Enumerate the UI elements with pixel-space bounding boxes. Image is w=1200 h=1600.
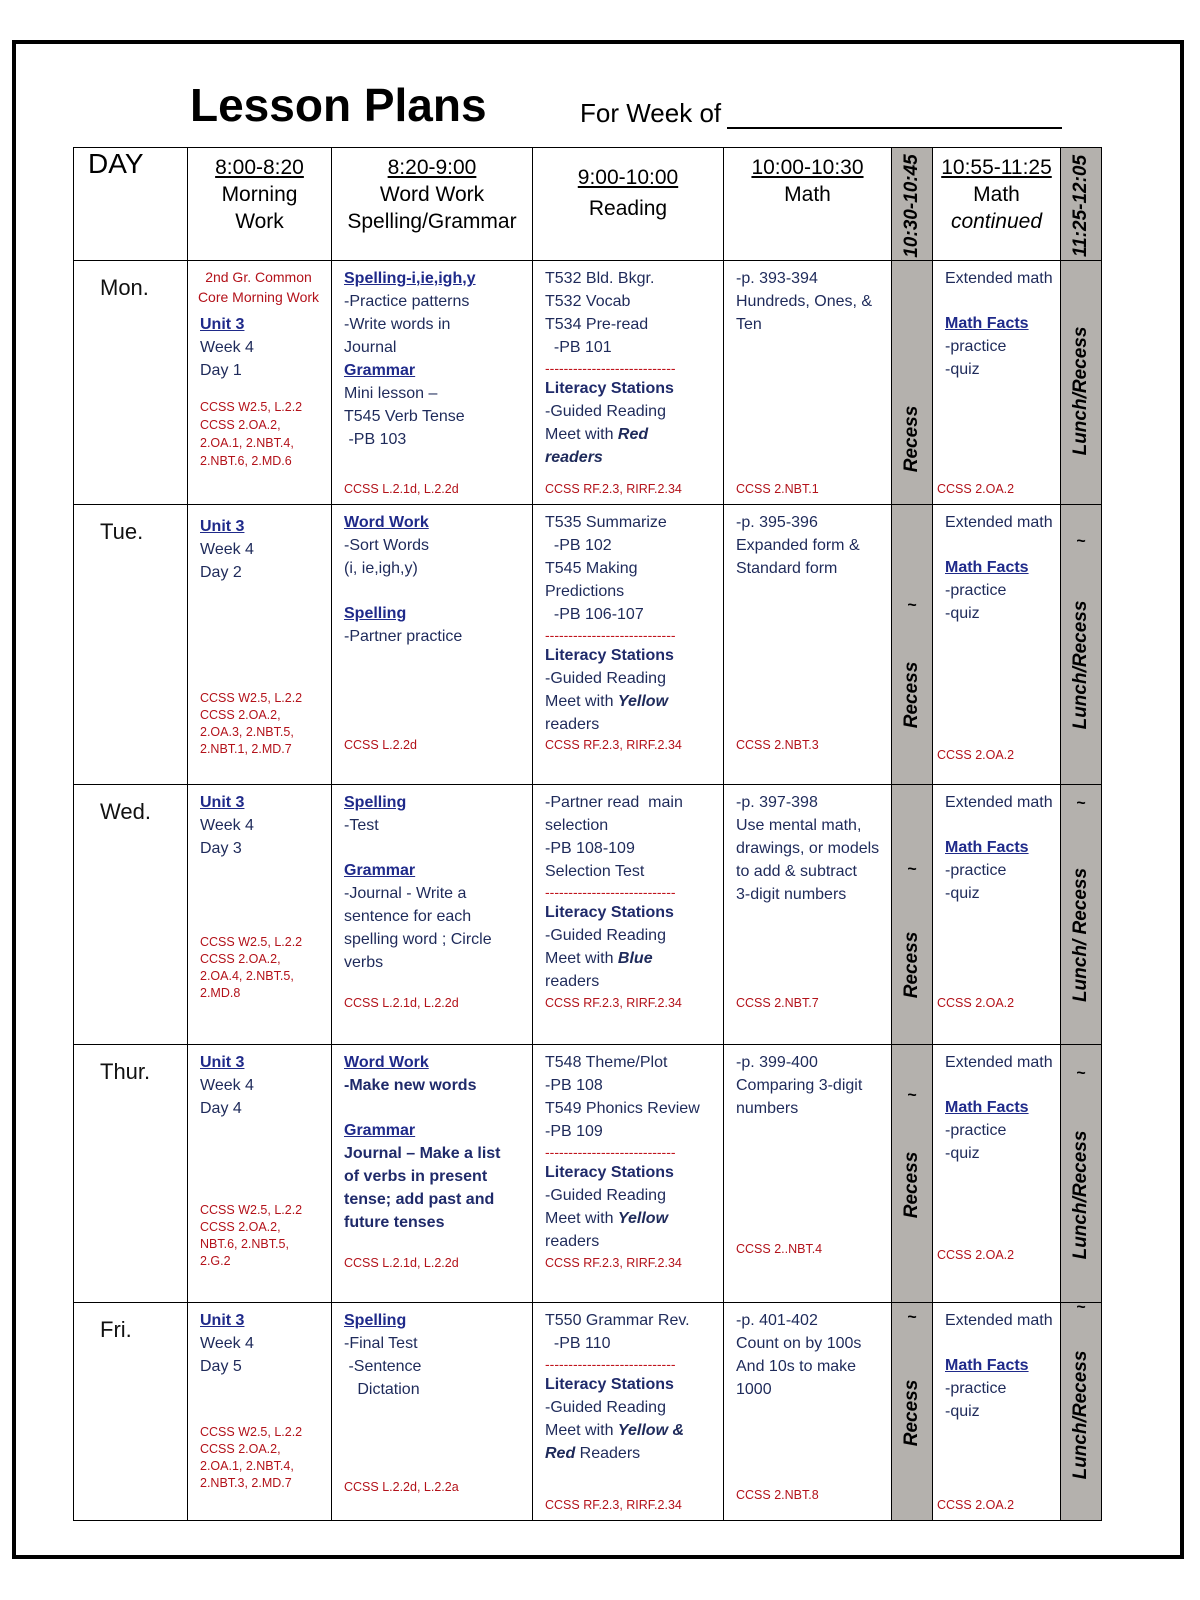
row-monday	[74, 261, 1102, 505]
reading-name: Reading	[588, 197, 668, 220]
word-line: -PB 103	[344, 431, 407, 448]
quiz: -quiz	[945, 1403, 980, 1420]
word-heading-2[interactable]: Spelling	[344, 605, 407, 622]
lunch-cell	[1061, 1045, 1102, 1303]
reading-line: T532 Vocab	[545, 293, 631, 310]
math-cell	[724, 261, 892, 505]
reading-line: T534 Pre-read	[545, 316, 649, 333]
day-text: Day 2	[200, 564, 242, 581]
math-line: -p. 401-402	[736, 1312, 818, 1329]
literacy-stations: Literacy Stations	[545, 380, 674, 397]
reading-line: T545 Making	[545, 560, 638, 577]
ccss-standards: CCSS 2.NBT.1	[736, 482, 819, 496]
ccss-standards: CCSS RF.2.3, RIRF.2.34	[545, 1256, 682, 1270]
word-line: spelling word ; Circle	[344, 931, 492, 948]
math-line: Expanded form &	[736, 537, 860, 554]
ccss-standards: CCSS 2.NBT.8	[736, 1488, 819, 1502]
meet-end: readers	[545, 449, 603, 466]
week-text: Week 4	[200, 1335, 254, 1352]
day-text: Day 5	[200, 1358, 242, 1375]
morning-time: 8:00-8:20	[215, 156, 304, 179]
unit-link[interactable]: Unit 3	[200, 518, 245, 535]
math-line: 3-digit numbers	[736, 886, 847, 903]
math-line: Hundreds, Ones, &	[736, 293, 873, 310]
tilde-mark: ~	[907, 1087, 917, 1104]
morning-header	[188, 148, 332, 261]
extended-math: Extended math	[945, 794, 1053, 811]
morning-cell	[188, 505, 332, 785]
reading-line: T535 Summarize	[545, 514, 667, 531]
math-line: Count on by 100s	[736, 1335, 862, 1352]
math2-name-2: continued	[950, 210, 1043, 233]
word-line: Mini lesson –	[344, 385, 438, 402]
quiz: -quiz	[945, 605, 980, 622]
math-time: 10:00-10:30	[751, 156, 864, 179]
ccss-standards: CCSS 2.NBT.7	[736, 996, 819, 1010]
lunch-label: Lunch/Recess	[1070, 600, 1091, 730]
meet-with: Meet with Blue	[545, 950, 653, 967]
math-facts[interactable]: Math Facts	[945, 315, 1029, 332]
divider: ----------------------------	[545, 1144, 676, 1160]
quiz: -quiz	[945, 885, 980, 902]
math-line: to add & subtract	[736, 863, 857, 880]
practice: -practice	[945, 582, 1007, 599]
word-time: 8:20-9:00	[387, 156, 477, 179]
day-text: Day 4	[200, 1100, 242, 1117]
unit-link[interactable]: Unit 3	[200, 1054, 245, 1071]
week-text: Week 4	[200, 541, 254, 558]
reading-header	[533, 148, 724, 261]
reading-cell	[533, 505, 724, 785]
day-label: Wed.	[74, 785, 188, 1045]
literacy-stations: Literacy Stations	[545, 1376, 674, 1393]
row-wednesday	[74, 785, 1102, 1045]
word-line: -Sort Words	[344, 537, 430, 554]
extended-math: Extended math	[945, 1054, 1053, 1071]
word-heading-1[interactable]: Spelling	[344, 794, 407, 811]
word-heading-2[interactable]: Grammar	[344, 862, 416, 879]
unit-link[interactable]: Unit 3	[200, 794, 245, 811]
day-label: Fri.	[74, 1303, 188, 1521]
day-text: Day 1	[200, 362, 242, 379]
math2-cell	[933, 505, 1061, 785]
ccss-standards: CCSS L.2.1d, L.2.2d	[344, 996, 459, 1010]
word-heading-1[interactable]: Spelling	[344, 1312, 407, 1329]
math-line: Standard form	[736, 560, 838, 577]
word-heading-1[interactable]: Word Work	[344, 1054, 429, 1071]
ccss-standards: CCSS W2.5, L.2.2 CCSS 2.OA.2, 2.OA.1, 2.NBT.4, 2.NBT.3, 2.MD.7	[200, 1425, 303, 1490]
morning-cell	[188, 1303, 332, 1521]
divider: ----------------------------	[545, 1356, 676, 1372]
math-line: And 10s to make	[736, 1358, 857, 1375]
word-line: -Sentence	[344, 1358, 422, 1375]
ccss-standards: CCSS L.2.2d, L.2.2a	[344, 1480, 459, 1494]
reading-line: T532 Bld. Bkgr.	[545, 270, 655, 287]
math-cell	[724, 1045, 892, 1303]
word-line: Journal	[344, 339, 397, 356]
reading-line: -PB 102	[545, 537, 612, 554]
tilde-mark: ~	[907, 861, 917, 878]
reading-line: -PB 101	[545, 339, 612, 356]
lunch-label: Lunch/Recess	[1070, 1130, 1091, 1260]
math-facts[interactable]: Math Facts	[945, 1099, 1029, 1116]
morning-cell	[188, 785, 332, 1045]
word-line: -Partner practice	[344, 628, 463, 645]
math2-cell	[933, 261, 1061, 505]
meet-end: readers	[545, 716, 600, 733]
tilde-mark: ~	[907, 1309, 917, 1326]
math2-time: 10:55-11:25	[941, 156, 1052, 179]
ccss-standards: CCSS 2.OA.2	[937, 1498, 1015, 1512]
word-cell	[332, 1045, 533, 1303]
recess-header	[892, 148, 933, 261]
recess-label: Recess	[901, 405, 922, 473]
unit-link[interactable]: Unit 3	[200, 316, 245, 333]
divider: ----------------------------	[545, 360, 676, 376]
week-text: Week 4	[200, 817, 254, 834]
recess-cell	[892, 785, 933, 1045]
math-line: Comparing 3-digit	[736, 1077, 863, 1094]
reading-cell	[533, 1303, 724, 1521]
math2-cell	[933, 1045, 1061, 1303]
math-line: -p. 397-398	[736, 794, 818, 811]
week-of-label: For Week of	[580, 98, 722, 128]
ccss-standards: CCSS RF.2.3, RIRF.2.34	[545, 482, 682, 496]
word-name-2: Spelling/Grammar	[347, 210, 517, 233]
word-cell	[332, 785, 533, 1045]
ccss-standards: CCSS W2.5, L.2.2 CCSS 2.OA.2, 2.OA.3, 2.NBT.5, 2.NBT.1, 2.MD.7	[200, 691, 303, 756]
math2-cell	[933, 785, 1061, 1045]
ccss-standards: CCSS 2.OA.2	[937, 996, 1015, 1010]
row-friday	[74, 1303, 1102, 1521]
recess-label: Recess	[901, 1379, 922, 1447]
lunch-cell	[1061, 1299, 1102, 1521]
meet-end: readers	[545, 1233, 600, 1250]
recess-time: 10:30-10:45	[901, 154, 922, 258]
divider: ----------------------------	[545, 884, 676, 900]
reading-line: selection	[545, 817, 609, 834]
extended-math: Extended math	[945, 1312, 1053, 1329]
reading-line: Predictions	[545, 583, 625, 600]
reading-line: -PB 106-107	[545, 606, 644, 623]
word-name-1: Word Work	[379, 183, 485, 206]
ccss-standards: CCSS W2.5, L.2.2 CCSS 2.OA.2, NBT.6, 2.NBT.5, 2.G.2	[200, 1203, 303, 1268]
recess-cell	[892, 261, 933, 505]
recess-cell	[892, 1045, 933, 1303]
recess-label: Recess	[901, 661, 922, 729]
word-cell	[332, 261, 533, 505]
ccss-standards: CCSS L.2.2d	[344, 738, 417, 752]
guided-reading: -Guided Reading	[545, 1399, 666, 1416]
week-text: Week 4	[200, 339, 254, 356]
reading-cell	[533, 785, 724, 1045]
lunch-cell	[1061, 261, 1102, 505]
lesson-plan-table	[73, 147, 1102, 1521]
practice: -practice	[945, 338, 1007, 355]
tilde-mark: ~	[1076, 1299, 1086, 1316]
math-cell	[724, 505, 892, 785]
recess-cell	[892, 1303, 933, 1521]
reading-line: -Partner read main	[545, 794, 683, 811]
lunch-label: Lunch/Recess	[1070, 326, 1091, 456]
math2-name-1: Math	[973, 183, 1020, 206]
practice: -practice	[945, 1122, 1007, 1139]
word-line: verbs	[344, 954, 384, 971]
word-line: (i, ie,igh,y)	[344, 560, 418, 577]
word-line: -Final Test	[344, 1335, 418, 1352]
ccss-standards: CCSS RF.2.3, RIRF.2.34	[545, 996, 682, 1010]
word-heading-2[interactable]: Grammar	[344, 1122, 416, 1139]
guided-reading: -Guided Reading	[545, 1187, 666, 1204]
practice: -practice	[945, 862, 1007, 879]
extended-math: Extended math	[945, 514, 1053, 531]
reading-cell	[533, 1045, 724, 1303]
math-line: -p. 393-394	[736, 270, 818, 287]
word-line: Journal – Make a list	[344, 1145, 501, 1162]
math-line: drawings, or models	[736, 840, 880, 857]
row-thursday	[74, 1045, 1102, 1303]
math-facts[interactable]: Math Facts	[945, 1357, 1029, 1374]
math-line: -p. 395-396	[736, 514, 818, 531]
math-name: Math	[784, 183, 831, 206]
word-line: tense; add past and	[344, 1191, 495, 1208]
math-facts[interactable]: Math Facts	[945, 839, 1029, 856]
day-label: Thur.	[74, 1045, 188, 1303]
morning-name-1: Morning	[221, 183, 298, 206]
recess-label: Recess	[901, 931, 922, 999]
reading-line: T550 Grammar Rev.	[545, 1312, 690, 1329]
word-heading-2[interactable]: Grammar	[344, 362, 416, 379]
morning-note: 2nd Gr. Common Core Morning Work	[197, 269, 320, 305]
meet-with: Meet with Yellow &	[545, 1422, 685, 1439]
reading-line: -PB 109	[545, 1123, 603, 1140]
ccss-standards: CCSS W2.5, L.2.2 CCSS 2.OA.2, 2.OA.1, 2.NBT.4, 2.NBT.6, 2.MD.6	[200, 400, 303, 468]
ccss-standards: CCSS 2..NBT.4	[736, 1242, 823, 1256]
math2-header	[933, 148, 1061, 261]
word-line: sentence for each	[344, 908, 472, 925]
reading-cell	[533, 261, 724, 505]
lunch-header	[1061, 148, 1102, 261]
unit-link[interactable]: Unit 3	[200, 1312, 245, 1329]
word-cell	[332, 1303, 533, 1521]
extended-math: Extended math	[945, 270, 1053, 287]
word-line: of verbs in present	[344, 1168, 488, 1185]
word-line: -Write words in	[344, 316, 451, 333]
math-line: numbers	[736, 1100, 799, 1117]
reading-time: 9:00-10:00	[577, 166, 679, 189]
ccss-standards: CCSS L.2.1d, L.2.2d	[344, 1256, 459, 1270]
ccss-standards: CCSS 2.NBT.3	[736, 738, 819, 752]
word-line: Dictation	[344, 1381, 420, 1398]
word-header	[332, 148, 533, 261]
reading-line: Selection Test	[545, 863, 645, 880]
week-text: Week 4	[200, 1077, 254, 1094]
week-of	[580, 98, 1062, 129]
word-line: -Journal - Write a	[344, 885, 467, 902]
math-line: 1000	[736, 1381, 772, 1398]
morning-cell	[188, 1045, 332, 1303]
ccss-standards: CCSS 2.OA.2	[937, 1248, 1015, 1262]
word-line: -Practice patterns	[344, 293, 470, 310]
word-line: -Make new words	[344, 1077, 477, 1094]
reading-line: -PB 108	[545, 1077, 603, 1094]
page-title: Lesson Plans	[190, 79, 487, 131]
meet-with: Meet with Red	[545, 426, 649, 443]
lunch-cell	[1061, 505, 1102, 785]
word-line: T545 Verb Tense	[344, 408, 465, 425]
guided-reading: -Guided Reading	[545, 670, 666, 687]
reading-line: -PB 110	[545, 1335, 611, 1352]
day-label: Tue.	[74, 505, 188, 785]
math-line: Ten	[736, 316, 762, 333]
lunch-cell	[1061, 785, 1102, 1045]
reading-line: -PB 108-109	[545, 840, 635, 857]
tilde-mark: ~	[1076, 795, 1086, 812]
meet-with: Meet with Yellow	[545, 693, 669, 710]
recess-cell	[892, 505, 933, 785]
week-of-blank[interactable]	[727, 101, 1062, 129]
math-cell	[724, 785, 892, 1045]
meet-with: Meet with Yellow	[545, 1210, 669, 1227]
meet-end: Red Readers	[545, 1445, 641, 1462]
math-cell	[724, 1303, 892, 1521]
literacy-stations: Literacy Stations	[545, 647, 674, 664]
divider: ----------------------------	[545, 627, 676, 643]
morning-name-2: Work	[235, 210, 284, 233]
guided-reading: -Guided Reading	[545, 403, 666, 420]
math-line: -p. 399-400	[736, 1054, 818, 1071]
lunch-label: Lunch/Recess	[1070, 1350, 1091, 1480]
tilde-mark: ~	[1076, 533, 1086, 550]
word-line: -Test	[344, 817, 379, 834]
tilde-mark: ~	[907, 597, 917, 614]
quiz: -quiz	[945, 1145, 980, 1162]
literacy-stations: Literacy Stations	[545, 1164, 674, 1181]
ccss-standards: CCSS 2.OA.2	[937, 482, 1015, 496]
ccss-standards: CCSS RF.2.3, RIRF.2.34	[545, 1498, 682, 1512]
ccss-standards: CCSS 2.OA.2	[937, 748, 1015, 762]
meet-end: readers	[545, 973, 600, 990]
guided-reading: -Guided Reading	[545, 927, 666, 944]
day-label: Mon.	[74, 261, 188, 505]
practice: -practice	[945, 1380, 1007, 1397]
morning-cell	[188, 261, 332, 505]
day-text: Day 3	[200, 840, 242, 857]
ccss-standards: CCSS RF.2.3, RIRF.2.34	[545, 738, 682, 752]
math-facts[interactable]: Math Facts	[945, 559, 1029, 576]
ccss-standards: CCSS L.2.1d, L.2.2d	[344, 482, 459, 496]
literacy-stations: Literacy Stations	[545, 904, 674, 921]
math-header	[724, 148, 892, 261]
reading-line: T548 Theme/Plot	[545, 1054, 668, 1071]
word-line: future tenses	[344, 1214, 445, 1231]
ccss-standards: CCSS W2.5, L.2.2 CCSS 2.OA.2, 2.OA.4, 2.NBT.5, 2.MD.8	[200, 935, 303, 1000]
row-tuesday	[74, 505, 1102, 785]
quiz: -quiz	[945, 361, 980, 378]
tilde-mark: ~	[1076, 1065, 1086, 1082]
lunch-label: Lunch/ Recess	[1070, 867, 1091, 1003]
recess-label: Recess	[901, 1151, 922, 1219]
reading-line: T549 Phonics Review	[545, 1100, 700, 1117]
word-heading-1[interactable]: Spelling-i,ie,igh,y	[344, 270, 476, 287]
lunch-time: 11:25-12:05	[1070, 154, 1091, 258]
word-cell	[332, 505, 533, 785]
day-header: DAY	[74, 148, 188, 261]
math-line: Use mental math,	[736, 817, 862, 834]
word-heading-1[interactable]: Word Work	[344, 514, 429, 531]
math2-cell	[933, 1303, 1061, 1521]
